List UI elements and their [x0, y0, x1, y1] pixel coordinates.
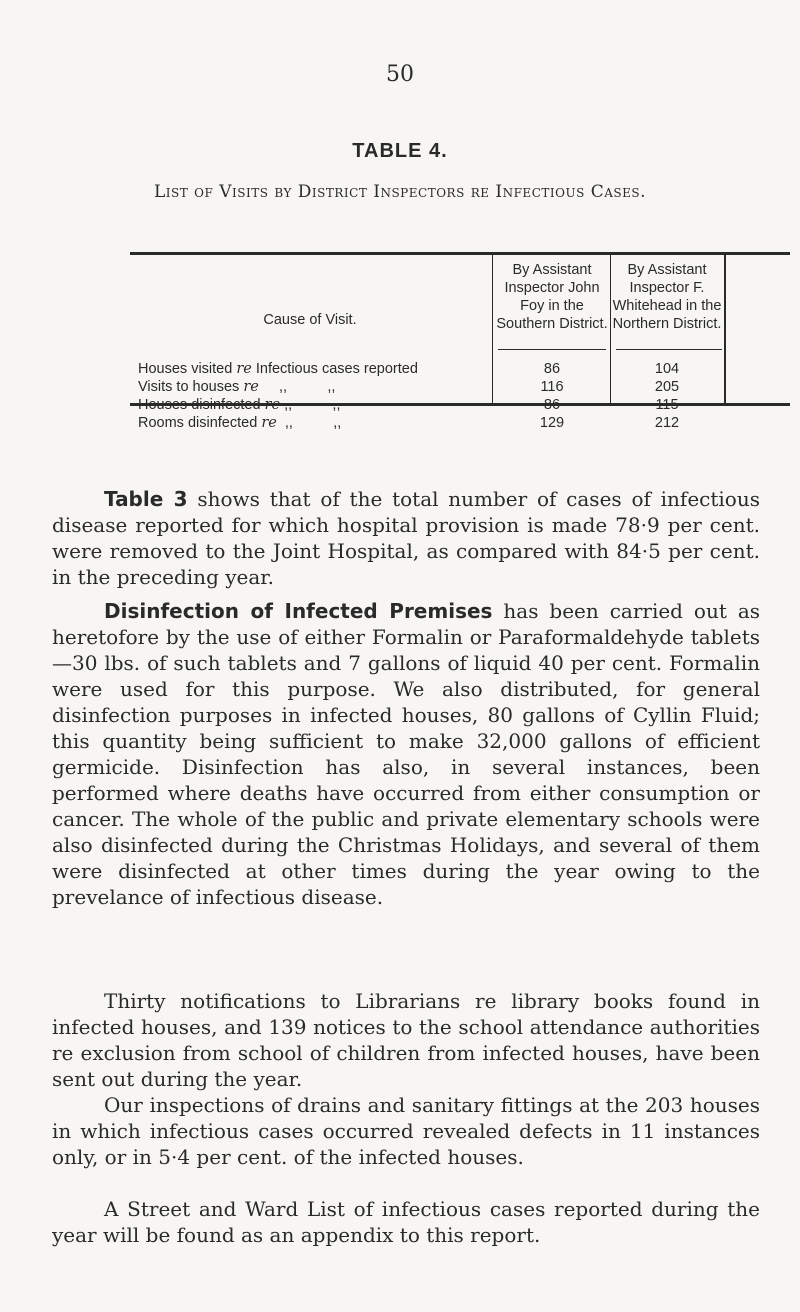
southern-value: 116	[540, 379, 564, 395]
table-row	[130, 361, 790, 379]
paragraph-drains: Our inspections of drains and sanitary fittings at the 203 houses in which infectious cases occurred revealed defects in 11 instances only, or in 5·4 per cent. of the infected houses.	[52, 1093, 760, 1169]
paragraph-table-3: Table 3 shows that of the total number of cases of infectious disease reported for which hospital provision is made 78·9 per cent. were removed to the Joint Hospital, as compared with 84·5 per cent. in the preceding year.	[52, 487, 760, 589]
header-cause-of-visit: Cause of Visit.	[263, 312, 357, 328]
table-row	[130, 415, 790, 433]
header-rule	[616, 349, 722, 350]
header-southern-district: By Assistant Inspector John Foy in the Southern District.	[496, 262, 608, 332]
header-rule	[498, 349, 606, 350]
paragraph-librarians: Thirty notifications to Librarians re library books found in infected houses, and 139 notices to the school attendance authorities re exclusion from school of children from infected houses, have been sent out during the year.	[52, 989, 760, 1091]
visits-table	[130, 252, 790, 431]
northern-value: 205	[654, 379, 680, 395]
paragraph-lead: Table 3	[104, 487, 188, 511]
table-title: TABLE 4.	[352, 140, 448, 162]
row-label: Houses disinfected re ,, ,,	[138, 397, 341, 413]
table-row	[130, 397, 790, 415]
northern-value: 104	[654, 361, 680, 377]
southern-value: 86	[543, 361, 561, 377]
southern-value: 129	[539, 415, 565, 431]
table-row	[130, 379, 790, 397]
row-label: Rooms disinfected re ,, ,,	[138, 415, 342, 431]
header-northern-district: By Assistant Inspector F. Whitehead in the Northern District.	[612, 262, 722, 332]
paragraph-street-ward-list: A Street and Ward List of infectious cases reported during the year will be found as an appendix to this report.	[52, 1197, 760, 1247]
paragraph-lead: Disinfection of Infected Premises	[104, 599, 493, 623]
northern-value: 115	[655, 397, 679, 413]
row-label: Houses visited re Infectious cases reported	[138, 361, 418, 377]
table-subtitle: List of Visits by District Inspectors re Infectious Cases.	[154, 182, 646, 202]
row-label: Visits to houses re ,, ,,	[138, 379, 336, 395]
northern-value: 212	[654, 415, 680, 431]
paragraph-disinfection: Disinfection of Infected Premises has been carried out as heretofore by the use of either Formalin or Paraformaldehyde tablets—30 lbs. of such tablets and 7 gallons of liquid 40 per cent. Formalin were used for this purpose. We also distributed, for general disinfection purposes in infected houses, 80 gallons of Cyllin Fluid; this quantity being sufficient to make 32,000 gallons of efficient germicide. Disinfection has also, in several instances, been performed where deaths have occurred from either consumption or cancer. The whole of the public and private elementary schools were also disinfected during the Christmas Holidays, and several of them were disinfected at other times during the year owing to the prevelance of infectious disease.	[52, 599, 761, 909]
southern-value: 86	[543, 397, 561, 413]
page-number: 50	[386, 62, 414, 87]
